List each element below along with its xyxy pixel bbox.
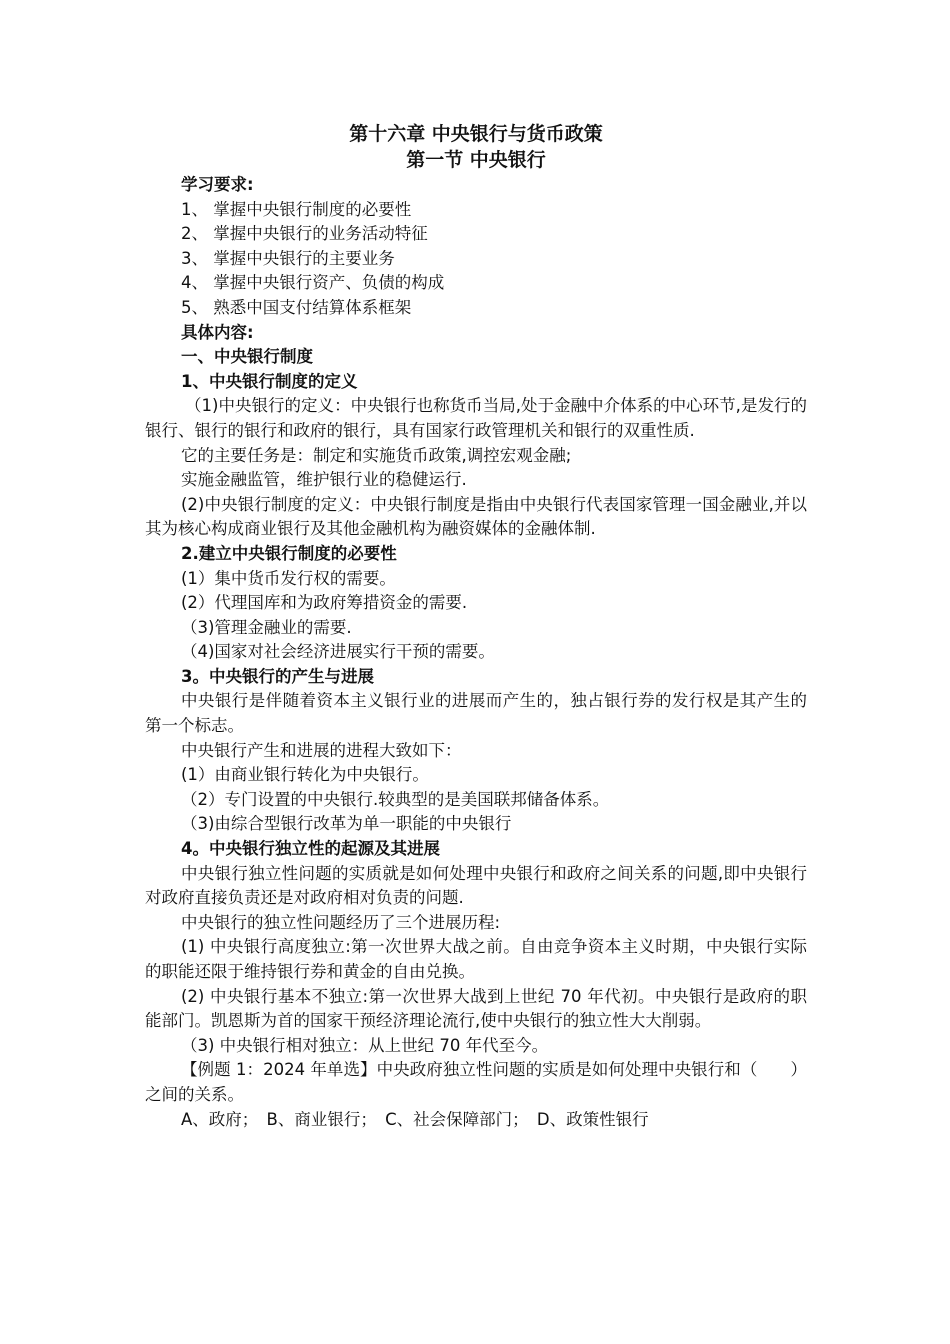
independence-stage-1: (1) 中央银行高度独立:第一次世界大战之前。自由竞争资本主义时期，中央银行实际的职能还限于维持银行券和黄金的自由兑换。 xyxy=(145,937,807,981)
requirement-item: 4、 掌握中央银行资产、负债的构成 xyxy=(181,273,445,293)
process-item: （2）专门设置的中央银行.较典型的是美国联邦储备体系。 xyxy=(181,789,610,809)
section4-heading: 4。中央银行独立性的起源及其进展 xyxy=(181,839,440,859)
necessity-item: （3)管理金融业的需要. xyxy=(181,617,352,637)
section-title: 第一节 中央银行 xyxy=(406,149,546,171)
necessity-item: (1）集中货币发行权的需要。 xyxy=(181,568,396,588)
main-task-paragraph: 它的主要任务是：制定和实施货币政策,调控宏观金融; xyxy=(181,445,572,465)
central-bank-system-definition: (2)中央银行制度的定义：中央银行制度是指由中央银行代表国家管理一国金融业,并以其为核心构成商业银行及其他金融机构为融资媒体的金融体制. xyxy=(145,494,807,539)
central-bank-definition: （1)中央银行的定义：中央银行也称货币当局,处于金融中介体系的中心环节,是发行的银行、银行的银行和政府的银行，具有国家行政管理机关和银行的双重性质. xyxy=(145,396,807,440)
process-intro: 中央银行产生和进展的进程大致如下： xyxy=(181,740,462,760)
origin-paragraph: 中央银行是伴随着资本主义银行业的进展而产生的，独占银行券的发行权是其产生的第一个标志。 xyxy=(145,691,807,736)
chapter-title: 第十六章 中央银行与货币政策 xyxy=(349,123,603,145)
document-content xyxy=(145,121,807,1132)
section3-heading: 3。中央银行的产生与进展 xyxy=(181,666,374,686)
example-question: 【例题 1：2024 年单选】中央政府独立性问题的实质是如何处理中央银行和（ ）之间的关系。 xyxy=(145,1060,807,1104)
section2-heading: 2.建立中央银行制度的必要性 xyxy=(181,543,397,563)
requirement-item: 1、 掌握中央银行制度的必要性 xyxy=(181,199,412,219)
necessity-item: (2）代理国库和为政府筹措资金的需要. xyxy=(181,593,468,613)
process-item: (1）由商业银行转化为中央银行。 xyxy=(181,765,429,785)
requirements-heading: 学习要求: xyxy=(181,175,254,194)
example-options: A、政府； B、商业银行； C、社会保障部门； D、政策性银行 xyxy=(181,1109,649,1129)
requirement-item: 3、 掌握中央银行的主要业务 xyxy=(181,248,395,268)
process-item: （3)由综合型银行改革为单一职能的中央银行 xyxy=(181,814,512,834)
independence-stage-2: (2) 中央银行基本不独立:第一次世界大战到上世纪 70 年代初。中央银行是政府的职能部门。凯恩斯为首的国家干预经济理论流行,使中央银行的独立性大大削弱。 xyxy=(145,986,807,1031)
part1-heading: 一、中央银行制度 xyxy=(181,347,313,367)
section1-heading: 1、中央银行制度的定义 xyxy=(181,371,358,391)
independence-stages-intro: 中央银行的独立性问题经历了三个进展历程: xyxy=(181,912,501,932)
requirement-item: 5、 熟悉中国支付结算体系框架 xyxy=(181,297,412,317)
independence-essence-paragraph: 中央银行独立性问题的实质就是如何处理中央银行和政府之间关系的问题,即中央银行对政府直接负责还是对政府相对负责的问题. xyxy=(145,863,807,908)
supervision-paragraph: 实施金融监管，维护银行业的稳健运行. xyxy=(181,470,467,490)
requirement-item: 2、 掌握中央银行的业务活动特征 xyxy=(181,224,428,244)
content-heading: 具体内容: xyxy=(181,322,254,342)
necessity-item: （4)国家对社会经济进展实行干预的需要。 xyxy=(181,642,495,662)
independence-stage-3: （3) 中央银行相对独立：从上世纪 70 年代至今。 xyxy=(181,1035,549,1055)
